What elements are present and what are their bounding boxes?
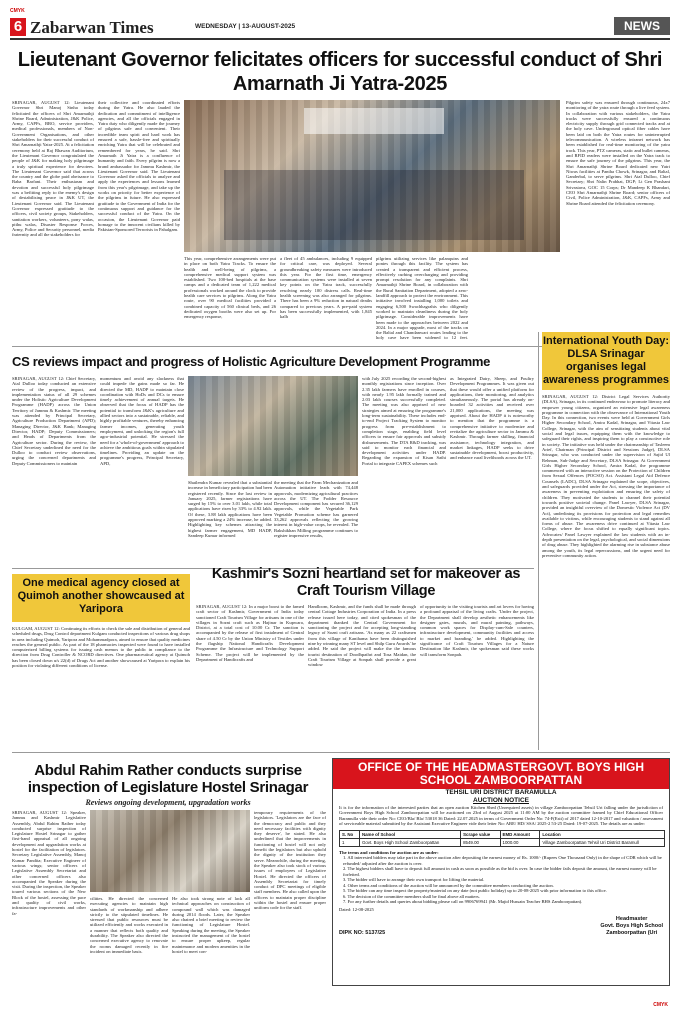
col-header: Location [540, 830, 665, 838]
masthead [10, 8, 670, 36]
auction-notice [332, 758, 670, 986]
divider [12, 752, 670, 753]
column-divider [538, 332, 539, 750]
auction-dated: Dated: 12-08-2025 [339, 906, 374, 912]
list-item: 5. The bidder can any time inspect the property/material on any date (not public holiday) up to 20-08-2025 with prior information to this office. [343, 888, 607, 894]
issue-date: WEDNESDAY | 13-AUGUST-2025 [195, 23, 296, 30]
agri-headline: CS reviews impact and progress of Holistic Agriculture Development Programme [12, 354, 491, 369]
auction-intro: It is for the information of the interested parties that an open auction Kitchen Shed (Unrequired assets) in village Zamboorpattan Tehsil Uri falling under the jurisdiction of Government Boys High School Zamboorpattan will be auctioned on 23rd of August 2025 at 11:00 AM by the auction committee framed by Chief Educational Officer Baramulla vide their order No: CEO/Bla/ Bla/ 53018 36 Dated: 22.07.2025 in terms of Government Order No: 74-F(Estt) of 2017 dated 12-10-2017 and valuation / assessment of serviceable material submitted by the Assistant Executive Engineer vide their letter No: ABE/ HD/ SSA/ 2025-2 53-25 Dated: 19-07-2025. The details are as under: [339, 805, 663, 827]
lead-col-6: Pilgrim safety was ensured through continuous, 24x7 monitoring of the yatra route through a live feed system. In collaboration with various stakeholders, the Yatra tracks were successfully ensured a continuous electricity supply through grid connected tracks and at the holy cave. Underground optical fiber cables have been laid on both the Yatra routes for uninterrupted telecommunication. A wireless intranet network has been established for real-time monitoring of the yatra track. This year, PTZ cameras, static and bullet cameras, and RFID readers were installed on the Yatra track to ensure the safe journey of the pilgrims. This year, the Shri Amarnathji Shrine Board dedicated new Yatri Niwas facilities at Pantha Chowk, Srinagar, and Baltal, Ganderbal, to serve pilgrims. Shri Atal Dulloo, Chief Secretary; Shri Nalin Prabhat, DGP; Lt Gen Prashant Srivastava, GOC 15 Corps; Dr Mandeep K Bhandari, CEO Shri Amarnathji Shrine Board; senior officers of Civil, Police Administration, J&K, CAPFs, Army and Shrine Board attended the felicitation ceremony. [566, 100, 670, 206]
auction-subtitle: TEHSIL URI DISTRICT BARAMULLA [445, 789, 557, 796]
abdul-subheadline: Reviews ongoing development, upgradation works [85, 798, 251, 807]
auction-terms-label: The terms and conditions for auction are as under: [339, 849, 439, 855]
lead-col-2: their collective and coordinated efforts during the Yatra. He also lauded the dedication and commitment of intelligence agencies, and all the officials engaged in Yatra duty who diligently made the journey of pilgrims safe and convenient. Their incredible team spirit and hard work has ensured a safe, hassle-free and spiritually enriching Yatra that will be celebrated and remembered for years, he said. Shri Amarnath Ji Yatra is a confluence of humanity and faith. Every pilgrim is now a brand ambassador for Jammu Kashmir, the Lieutenant Governor said. The Lieutenant Governor asked the officials to analyze and apply the experiences and lessons learned from this year's pilgrimage, and take up the works on priority for better experience of the pilgrims in future. He also expressed gratitude to the Government of India for the continuous support and guidance for the successful conduct of the Yatra. On the occasion, the Lieutenant Governor paid homage to the innocent civilians killed by Pakistan-Sponsored Terrorists in Pahalgam. [98, 100, 180, 233]
print-mark-bottom: CMYK [653, 1002, 668, 1008]
auction-table [339, 830, 665, 847]
table-cell: 1000.00 [500, 838, 540, 846]
agri-col-5: with July 2025 recording the second-highest monthly registrations since inception. Over 2.35 lakh farmers have enrolled in courses, with nearly 1.95 lakh formally trained and 2.03 lakh courses successfully completed. The meeting was also apprised of new strategies aimed at ensuring the programme's long-term sustainability. These includes end-to-end Project Tracking System to monitor progress from pre-establishment to completion stage, enabling field level officers to ensure fair approvals and subsidy disbursements. The DTA R&D tracking, was said to monitor each financial and development activities under HADP. Regarding the expansion of Kisan Sathi Portal to integrate CAPEX schemes such [362, 376, 446, 466]
sozni-col-2: Handloom, Kashmir, and the funds shall be made through central Cottage Industries Corporation of India. In a press release issued here today, and cited spokesman of the department thanked the Central Government for sanctioning the project and for accepting long-standing legacy of Sozni craft artisans. 'As many as 22 craftsmen from this village of Kanihama have been distinguished nine by winning many ST level and Shilp Guru Awards' he added. He said the project will make the the famous tourist destination of Doodhpathri and Tosa Maidan, the Craft Tourism Village at Sonpah shall provide a great window [308, 604, 416, 668]
abdul-photo [90, 810, 250, 892]
signature-line: Zamboorpattan (Uri [606, 929, 658, 936]
agri-photo [188, 376, 358, 476]
auction-title: OFFICE OF THE HEADMASTERGOVT. BOYS HIGH SCHOOL ZAMBOORPATTAN [333, 759, 669, 789]
signature-block [600, 916, 663, 937]
sozni-headline: Kashmir's Sozni heartland set for makeover as Craft Tourism Village [211, 566, 521, 599]
list-item: 2. The highest bidders shall have to deposit full amount in cash as soon as possible as the bid is over. In case the bidder fails deposit the amount, the earnest money will be forfeited. [343, 866, 657, 877]
section-tag: NEWS [614, 17, 670, 35]
dipk-number: DIPK NO: 5137/25 [339, 929, 386, 936]
abdul-col-4: temporary requirements of the legislators. 'Legislators are the face of the democracy and public and they need necessary facilities with dignity they deserve', he stated. He also underlined that the improvements in functioning of hostel will not only benefit the legislators but also uphold the dignity of the institution they serve. Meanwhile, during the meeting, the Speaker also took stock of various issues of employees of Legislative Hostel. He directed the officers of Assembly Secretariat for timely conduct of DPC meetings of eligible staff members. He also called upon the officers to maintain proper discipline within the hostel and ensure proper uniform code for the staff. [254, 810, 326, 911]
table-row [340, 838, 665, 846]
yaripora-col-1: KULGAM, AUGUST 12: Continuing its efforts to check the sale and distribution of general and scheduled drugs, Drug Control department Kulgam conducted inspections of various drug shops in area including Quimoh, Yaripora and Mohammadpora, aimed to ensure that quality medicines reaches the general public. As part of the 18 pharmacies inspected were found to have installed computerized billing systems for issuing cash memos to the public in compliance to the direction from Drug Controller & NCORD directives. One pharmaceutical agency at Quimoh has been closed down u/s 22(d) of Drugs Act and another showcaused at Yaripora to explain his position for violating different conditions of license. [12, 626, 190, 669]
auction-terms [333, 855, 669, 905]
masthead-rule [10, 38, 670, 40]
dlsa-headline-box [542, 332, 670, 390]
list-item: 4. Other terms and conditions of the auction will be announced by the committee members conducting the auction. [343, 882, 554, 888]
auction-footer [333, 912, 669, 937]
yaripora-headline-box [12, 574, 190, 622]
agri-col-3: Shailendra Kumar revealed that a substantial increase in beneficiary participation had been registered recently. Since the last review in January 2025, farmer registrations have surged by 15% to over 3.01 lakh, while total applications have risen by 33% to 4.92 lakh. Of these, 3.88 lakh applications have been approved marking a 24% increase, he added. Highlighting key schemes attracting the highest farmer engagement, MD HADP, Sandeep Kumar informed [188, 480, 272, 538]
list-item: 6. The decision of the committee members shall be final above all matters. [343, 893, 480, 899]
lead-headline: Lieutenant Governor felicitates officers for successful conduct of Shri Amarnath Ji Yatra-2025 [17, 49, 663, 95]
agri-col-6: as Integrated Dairy, Sheep, and Poultry Development Programmes. It was given out that these would offer a unified platform for applications, their monitoring, and analytics simultaneously. The portal has already on-boarded 32 activities and received over 21,000 applications, the meeting was apprised. About the HADP it is noteworthy to mention that the programme is a comprehensive initiative to modernize and revitalize the agriculture sector in Jammu & Kashmir. Through farmer skilling, financial assistance, technology integration, and market linkages, HADP seeks to drive sustainable development, boost productivity, and enhance rural livelihoods across the UT. [450, 376, 534, 461]
col-header: Scrape value [461, 830, 500, 838]
yaripora-headline: One medical agency closed at Quimoh another showcaused at Yaripora [17, 577, 185, 615]
table-cell: Village Zamboorpattan Tehsil Uri District Baramull [540, 838, 665, 846]
dlsa-headline: International Youth Day: DLSA Srinagar organises legal awareness programmes [542, 335, 670, 386]
signature-line: Headmaster [615, 915, 648, 922]
agri-col-4: the meeting that the Farm Mechanization and Automation initiative leads with 74,448 approvals, modernizing agricultural practices across the UT. The Fodder Resource Development component has secured 36,129 approvals, while the Vegetable Park Vegetable Promotion scheme has garnered 33,262 approvals reflecting the growing interest in high-value crops, he revealed. The Bakshikhan Milling programme continues to register impressive results, [274, 480, 358, 538]
page-number: 6 [10, 18, 26, 36]
print-mark: CMYK [10, 8, 25, 14]
sozni-col-3: of opportunity to the visiting tourists and art lovers for having a profound appraisal of the living crafts. 'Under the project, the Department shall develop aesthetic enhancements like designer gates, murals, and mural painting, pathways, common work spaces for Display-cum-Sale counters, infrastructure development, community facilities and access to market and branding,' he added. Highlighting the significance of Craft Tourism Villages for a Nature Destination like Kashmir, the spokesman said these works will transform Sonpah. [420, 604, 534, 657]
auction-label: AUCTION NOTICE [473, 797, 529, 804]
table-cell: 1 [340, 838, 360, 846]
lead-col-1: SRINAGAR, AUGUST 12: Lieutenant Governor Shri Manoj Sinha today felicitated the officers of Shri Amarnathji Shrine Board, Administration, J&K Police, Army, CAPFs, BRO, service providers, medical professionals, members of Non-Government Organisations, and other stakeholders for their successful conduct of Shri Amarnathji Yatra-2025. At a felicitation ceremony held at Raj Bhawan Auditorium, the Lieutenant Governor congratulated the people of J&K for making holy pilgrimage a truly spiritual experience for devotees. The Lieutenant Governor said that across the country and the globe paid obeisance to Baba Barfani. Their enthusiasm and devotion and successful holy pilgrimage was a befitting reply to the enemy's design of destabilising peace in J&K UT, the Lieutenant Governor said. The Lieutenant Governor expressed gratitude to the officers, civil society groups, Stakeholders, sanitation workers, volunteers, pony walas, pithu walas, Disaster Response Forces, Army, Police and Security personnel, media fraternity and all the stakeholders for [12, 100, 94, 238]
col-header: S. No [340, 830, 360, 838]
dlsa-col-1: SRINAGAR, AUGUST 12: District Legal Services Authority (DLSA), Srinagar, in its continued endeavour to promote literacy and empower young citizens, organized an extensive legal awareness programme in connection with the observance of International Youth Day. In this connection, two events were held at Government Girls Higher Secondary School, Amira Kadal, Srinagar, and Vitasta Law College, Srinagar, with the aim of sensitizing students about vital social and legal issues, equipping them with the knowledge to safeguard their rights, and inspiring them to play a constructive role in society. The initiative was held under the chairmanship of Tasleem Arief, Chairman (Principal District and Sessions Judge), DLSA Srinagar, who was conducted under the supervision of Sajid Ul Rehman, Sub-Judge and Secretary, DLSA Srinagar. At Government Girls Higher Secondary School, Amira Kadal, the programme commenced with an interactive session on the Protection of Children from Sexual Offences (POCSO) Act. Assistant Legal Aid Defence Counsels (LADC), DLSA Srinagar explained the scope, objectives, and safeguards provided under the Act, stressing the importance of awareness in preventing exploitation and ensuring the safety of children. They motivated the students to channel their potential towards positive societal change. Panel Lawyer, DLSA Srinagar, provided an insightful overview of the Domestic Violence Act (DV Act), underlining its provisions for protection and legal remedies available to victims, while encouraging students to stand against all forms of abuse. The awareness drive continued at Vitasta Law College, where the focus shifted to equally significant topics. Advocates/ Panel Lawyer explained the law students with an in-depth presentation on the legal, psychological, and social dimensions of drug abuse. They highlighted the alarming rise in substance abuse among the youth, its legal repercussions, and the urgent need for preventive community action. [542, 394, 670, 558]
col-header: Name of School [359, 830, 460, 838]
audience-graphic [224, 170, 524, 240]
paper-name: Zabarwan Times [30, 18, 154, 37]
lead-col-5a: pilgrims utilizing services like palanquins and ponies through this facility. The system has created a transparent and efficient process, effectively curbing overcharging and providing prompt resolution for any complaints. Shri Amarnathji Shrine Board, in collaboration with the Rural Sanitation Department, adopted a zero-landfill approach to protect the environment. This initiative involved installing 1,000 toilets and engaging 6,500 Swachhagrahis who diligently worked to maintain cleanliness during the holy pilgrimage. Considerable improvements have been made to the approaches between 2022 and 2024. In a major upgrade, most of the tracks on the Baltal and Chandanwari routes leading to the holy cave have been widened to 12 feet. [376, 256, 468, 341]
auction-table-header [340, 830, 665, 838]
abdul-col-2: cilities. He directed the concerned executing agencies to maintain high standards of workmanship and adhere strictly to the stipulated timelines. He stressed that public resources must be utilized efficiently and works executed in a manner that reflects both quality and durability. The Speaker also directed the concerned executive agency to renovate the rooms damaged recently in fire incident on immediate basis. [90, 896, 168, 954]
lead-photo [184, 100, 560, 252]
abdul-headline: Abdul Rahim Rather conducts surprise inspection of Legislature Hostel Srinagar [27, 762, 309, 796]
stage-banner-graphic [304, 108, 444, 134]
lead-col-3: This year, comprehensive arrangements were put in place on both Yatra Tracks. To ensure the health and well-being of pilgrims, a comprehensive medical support system was established. Two 100-bed hospitals at the base camps and a dedicated team of 1,222 medical professionals worked around the clock to provide health care services to pilgrims. Along the Yatra route, over 90 medical facilities provided a combined capacity of 560 clinical beds, and 26 dedicated oxygen booths were also set up. For emergency response, [184, 256, 276, 320]
list-item: 3. The bidder will have to arrange their own transport for lifting the material. [343, 877, 485, 883]
table-cell: 8549.00 [461, 838, 500, 846]
list-item: 7. For any further details and queries about bidding please call on 9906769941 (Mr. Majid Hussain Teacher BHS Zamboorpattan). [343, 899, 583, 905]
list-item: 1. All interested bidders may take part in the above auction after depositing the earnest money of Rs. 1000/- (Rupees One Thousand Only) in the shape of CDR which will be refunded/ adjusted after the auction is over. [343, 855, 662, 866]
agri-col-1: SRINAGAR, AUGUST 12: Chief Secretary, Atal Dulloo today conducted an extensive review of the progress, impact, and implementation status of all 29 schemes under the Holistic Agriculture Development Programme (HADP) across the Union Territory of Jammu & Kashmir. The meeting was attended by Principal Secretary, Agriculture Production Department (APD); Managing Director, J&K Bank; Managing Director, HADP; Deputy Commissioners; and Heads of Departments from the Agriculture sector. During the review, the Chief Secretary underlined the need for the Dulloo to conduct review observations, urging the concerned departments and Deputy Commissioners to maintain [12, 376, 96, 466]
col-header: EMD Amount [500, 830, 540, 838]
abdul-col-1: SRINAGAR, AUGUST 12: Speaker, Jammu and Kashmir Legislative Assembly, Abdul Rahim Rather today conducted surprise inspection of Legislature Hostel Srinagar to gather first-hand appraisal of all ongoing development and upgradation works at hostel for the facilitation of legislators. Secretary Legislative Assembly, Manoj Kumar Pandita; Executive Engineer of various wings; senior officers of Legislative Assembly Secretariat and other concerned officers also accompanied the Speaker during the visit. During the inspection, the Speaker toured various sections of the New Block of the hostel, assessing the pace and quality of civil works, infrastructure improvements and other fa- [12, 810, 86, 916]
sozni-col-1: SRINAGAR, AUGUST 12: In a major boost to the famed craft sector of Kashmir, Government of India today sanctioned Craft Tourism Village for artisans in one of the villages in Sozni craft such as Hajinar in Kupwara, District, at a total cost of 10.00 Cr. The sanction is accompanied by the release of first instalment of Central share of 4.50 Cr by the Union Ministry of Textiles under the flagship National Handicrafts Development Programme the Infrastructure and Technology Support Scheme. The project will be implemented by the Department of Handicrafts and [196, 604, 304, 662]
lead-col-4: a fleet of 45 ambulances, including 9 equipped for critical care, was deployed. Several groundbreaking safety measures were introduced this year. For the first time, emergency communication systems were installed at seven key points on the Yatra track, successfully resolving nearly 100 distress calls. Real-time health screening was also arranged for pilgrims. There has been a 9% reduction in natural deaths compared to previous years. A pre-paid system has been successfully implemented, with 1,845 kalh [280, 256, 372, 320]
signature-line: Govt. Boys High School [600, 922, 663, 929]
agri-col-2: momentum and avoid any slackness that could impede the gains made so far. He directed the MD, HADP to maintain close coordination with HoDs and DCs to ensure timely achievement of annual targets. He observed that the focus of HADP has the potential to transform J&K's agriculture and allied sectors into a sustainable, reliable, and highly profitable ventures, thereby enhancing farmer incomes, generating youth employment, and unlocking the region's full agro-industrial potential. He stressed the need for a 'whole-of-government' approach to achieve the ambitious goals within stipulated timelines. Providing an update on the programme's progress, Principal Secretary, APD, [100, 376, 184, 466]
table-cell: Govt. Boys High School Zamboorpattan [359, 838, 460, 846]
abdul-col-3: He also took strong note of lack all technical approaches on construction of compound wall which was damaged during 2014 floods. Later, the Speaker also chaired a brief meeting to review the functioning of Legislature Hostel. Speaking during the meeting, the Speaker instructed the management of the hostel to ensure proper upkeep, regular maintenance and modern amenities in the hostel to meet con- [172, 896, 250, 954]
